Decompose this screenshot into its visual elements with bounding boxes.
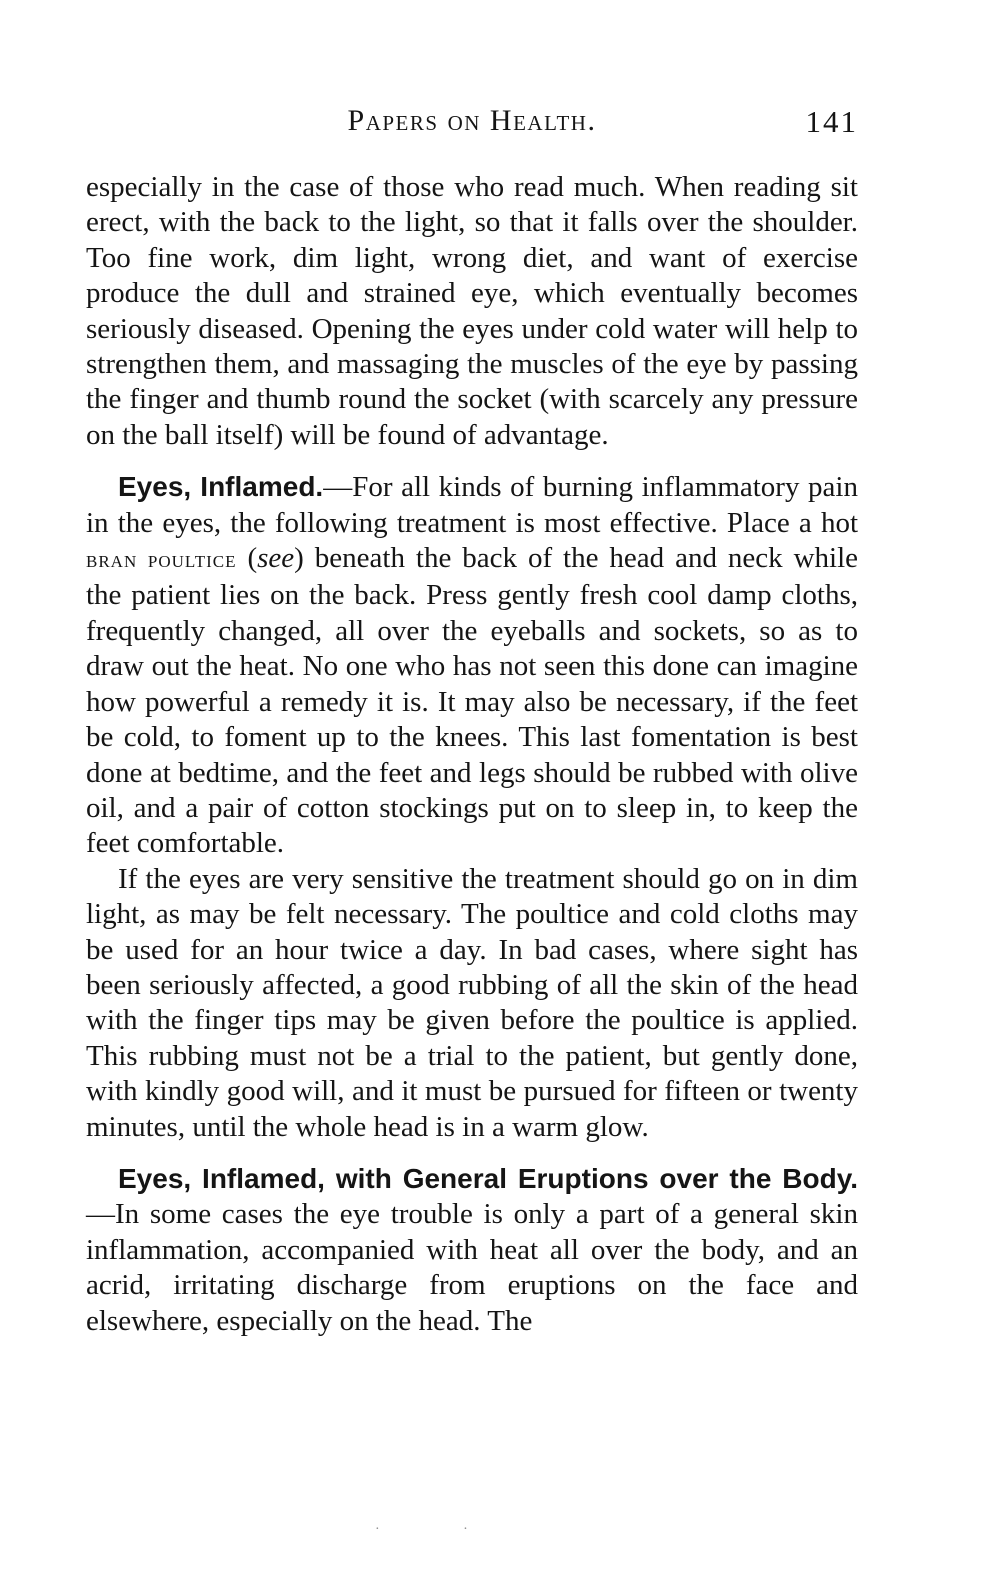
page-number: 141: [805, 104, 858, 139]
paragraph-continued: [86, 170, 858, 453]
see-reference: see: [257, 542, 295, 575]
em-dash: —: [323, 471, 353, 504]
entry-text-part-2: beneath the back of the head and neck while the patient lies on the back. Press gently fresh cool damp cloths, frequently changed, all over the eyeballs and sockets, so as to draw out the heat. No one who has not seen this done can imagine how powerful a remedy it is. It may also be necessary, if the feet be cold, to foment up to the knees. This last fomentation is best done at bedtime, and the feet and legs should be rubbed with olive oil, and a pair of cotton stockings put on to sleep in, to keep the feet comfortable.: [86, 542, 858, 860]
paragraph-sensitive-eyes: [86, 862, 858, 1145]
scan-specks: · ·: [375, 1522, 508, 1537]
entry-text-part-1: For all kinds of burning inflammatory pain in the eyes, the following treatment is most effective. Place a hot: [86, 471, 858, 539]
cross-reference-bran-poultice: bran poultice: [86, 547, 237, 574]
running-head-title: Papers on Health.: [347, 104, 597, 137]
entry-heading: Eyes, Inflamed, with General Eruptions over the Body.: [118, 1162, 858, 1194]
entry-eyes-inflamed: Eyes, Inflamed.—For all kinds of burning inflammatory pain in the eyes, the following treatment is most effective. Place a hot bran poultice (see) beneath the back of the head and neck while the patient lies on the back. Press gently fresh cool damp cloths, frequently changed, all over the eyeballs and sockets, so as to draw out the heat. No one who has not seen this done can imagine how powerful a remedy it is. It may also be necessary, if the feet be cold, to foment up to the knees. This last fomentation is best done at bedtime, and the feet and legs should be rubbed with olive oil, and a pair of cotton stockings put on to sleep in, to keep the feet comfortable.: [86, 471, 858, 860]
entry-heading: Eyes, Inflamed.: [118, 471, 324, 503]
em-dash: —: [86, 1198, 115, 1231]
entry-text: In some cases the eye trouble is only a part of a general skin inflammation, accompanied with heat all over the body, and an acrid, irritating discharge from eruptions on the face and elsewhere, especially on the head. The: [86, 1198, 858, 1337]
body-text: [86, 170, 858, 1339]
running-head: [86, 104, 858, 144]
entry-eyes-inflamed-eruptions: [86, 1161, 858, 1339]
paragraph-text: If the eyes are very sensitive the treatment should go on in dim light, as may be felt necessary. The poultice and cold cloths may be used for an hour twice a day. In bad cases, where sight has been seriously affected, a good rubbing of all the skin of the head with the finger tips may be given before the poultice is applied. This rubbing must not be a trial to the patient, but gently done, with kindly good will, and it must be pursued for fifteen or twenty minutes, until the whole head is in a warm glow.: [86, 862, 858, 1143]
paragraph-text: especially in the case of those who read much. When reading sit erect, with the back to the light, so that it falls over the shoulder. Too fine work, dim light, wrong diet, and want of exercise produce the dull and strained eye, which eventually becomes seriously diseased. Opening the eyes under cold water will help to strengthen them, and massaging the muscles of the eye by passing the finger and thumb round the socket (with scarcely any pressure on the ball itself) will be found of advantage.: [86, 171, 858, 451]
